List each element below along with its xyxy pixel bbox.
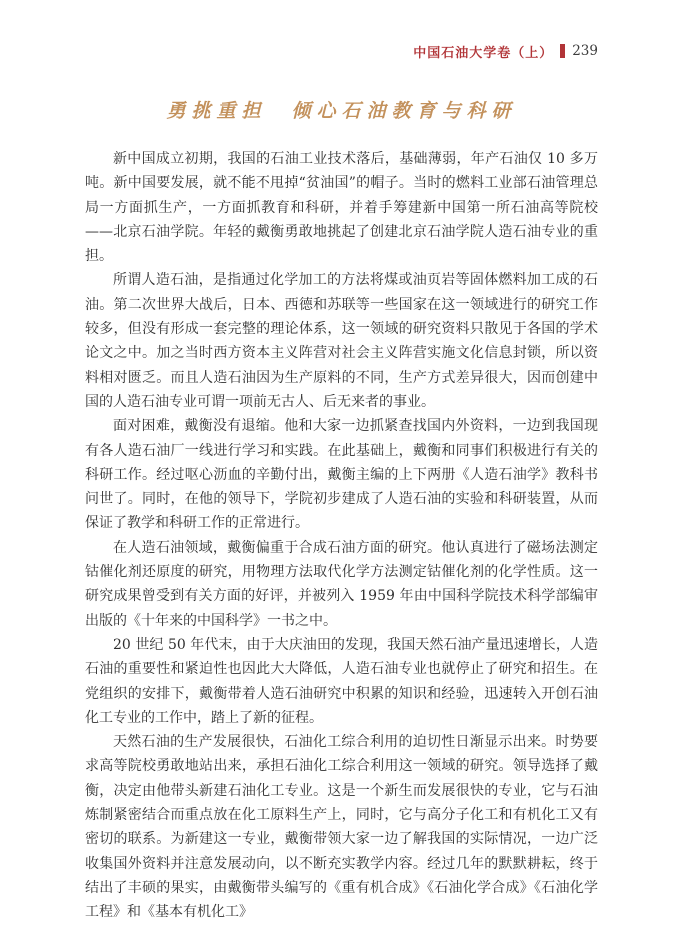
paragraph: 在人造石油领域，戴衡偏重于合成石油方面的研究。他认真进行了磁场法测定钴催化剂还原度的研究，用物理方法取代化学方法测定钴催化剂的化学性质。这一研究成果曾受到有关方面的好评，并被列入 1959 年由中国科学院技术科学部编审出版的《十年来的中国科学》一书之中。 <box>85 539 598 629</box>
paragraph: 面对困难，戴衡没有退缩。他和大家一边抓紧查找国内外资料，一边到我国现有各人造石油厂一线进行学习和实践。在此基础上，戴衡和同事们积极进行有关的科研工作。经过呕心沥血的辛勤付出，戴衡主编的上下两册《人造石油学》教科书问世了。同时，在他的领导下，学院初步建成了人造石油的实验和科研装置，从而保证了教学和科研工作的正常进行。 <box>85 418 598 532</box>
page-header <box>85 42 598 60</box>
header-divider-bar <box>560 44 565 58</box>
article-body <box>85 147 598 925</box>
paragraph: 新中国成立初期，我国的石油工业技术落后，基础薄弱，年产石油仅 10 多万吨。新中国要发展，就不能不甩掉“贫油国”的帽子。当时的燃料工业部石油管理总局一方面抓生产，一方面抓教育和科研，并着手筹建新中国第一所石油高等院校——北京石油学院。年轻的戴衡勇敢地挑起了创建北京石油学院人造石油专业的重担。 <box>85 151 598 265</box>
article-title: 勇挑重担 倾心石油教育与科研 <box>166 100 517 122</box>
paragraph: 20 世纪 50 年代末，由于大庆油田的发现，我国天然石油产量迅速增长，人造石油的重要性和紧迫性也因此大大降低，人造石油专业也就停止了研究和招生。在党组织的安排下，戴衡带着人造石油研究中积累的知识和经验，迅速转入开创石油化工专业的工作中，踏上了新的征程。 <box>85 636 598 726</box>
paragraph: 所谓人造石油，是指通过化学加工的方法将煤或油页岩等固体燃料加工成的石油。第二次世界大战后，日本、西德和苏联等一些国家在这一领域进行的研究工作较多，但没有形成一套完整的理论体系，这一领域的研究资料只散见于各国的学术论文之中。加之当时西方资本主义阵营对社会主义阵营实施文化信息封锁，所以资料相对匮乏。而且人造石油因为生产原料的不同，生产方式差异很大，因而创建中国的人造石油专业可谓一项前无古人、后无来者的事业。 <box>85 272 598 410</box>
book-title: 中国石油大学卷（上） <box>413 45 554 61</box>
paragraph: 天然石油的生产发展很快，石油化工综合利用的迫切性日渐显示出来。时势要求高等院校勇敢地站出来，承担石油化工综合利用这一领域的研究。领导选择了戴衡，决定由他带头新建石油化工专业。这是一个新生而发展很快的专业，它与石油炼制紧密结合而重点放在化工原料生产上，同时，它与高分子化工和有机化工又有密切的联系。为新建这一专业，戴衡带领大家一边了解我国的实际情况，一边广泛收集国外资料并注意发展动向，以不断充实教学内容。经过几年的默默耕耘，终于结出了丰硕的果实，由戴衡带头编写的《重有机合成》《石油化学合成》《石油化学工程》和《基本有机化工》 <box>85 734 598 921</box>
page-number: 239 <box>572 43 598 59</box>
